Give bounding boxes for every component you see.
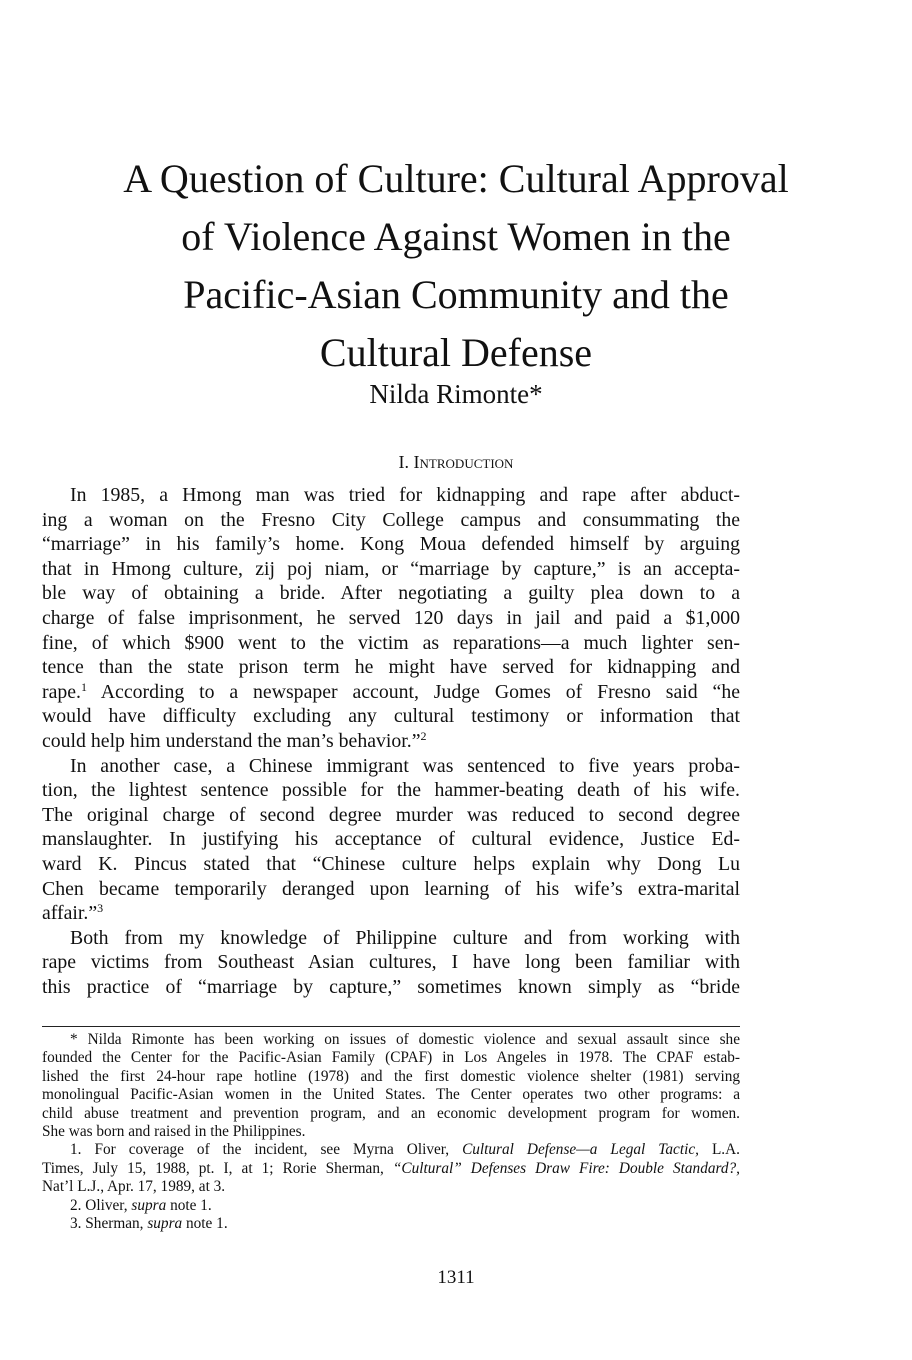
text-fragment: 2. Oliver, [70, 1196, 132, 1214]
text-line: would have difficulty excluding any cultural testimony or information that [42, 705, 740, 728]
section-number: I. [398, 452, 410, 472]
citation-signal: supra [131, 1196, 167, 1214]
text-line: The original charge of second degree murder was reduced to second degree [42, 803, 740, 826]
text-fragment: Times, July 15, 1988, pt. I, at 1; Rorie Sherman, [42, 1159, 393, 1177]
title-line: Cultural Defense [319, 330, 593, 375]
paragraph [42, 754, 740, 926]
text-line: ing a woman on the Fresno City College campus and consummating the [42, 508, 740, 531]
text-line: manslaughter. In justifying his acceptance of cultural evidence, Justice Ed- [42, 828, 740, 851]
footnote-3 [42, 1215, 740, 1233]
footnote-line [42, 1160, 740, 1178]
text-line: that in Hmong culture, zij poj niam, or “marriage by capture,” is an accepta- [42, 557, 740, 580]
section-heading [0, 449, 912, 475]
text-line: ble way of obtaining a bride. After negotiating a guilty plea down to a [42, 582, 740, 605]
text-fragment: 1. For coverage of the incident, see Myrna Oliver, [70, 1141, 463, 1159]
footnote-divider [42, 1026, 740, 1027]
title-line: of Violence Against Women in the [181, 214, 731, 259]
text-line [42, 729, 740, 754]
footnote-ref-1: 1 [80, 679, 87, 694]
footnote-line: monolingual Pacific-Asian women in the United States. The Center operates two other programs: a [42, 1086, 740, 1104]
citation-title: Cultural Defense—a Legal Tactic, [462, 1141, 699, 1159]
footnote-1 [42, 1141, 740, 1196]
text-line: In another case, a Chinese immigrant was sentenced to five years proba- [70, 754, 740, 777]
text-fragment: note 1. [182, 1215, 228, 1233]
footnote-line [42, 1141, 740, 1159]
footnote-line: She was born and raised in the Philippines. [42, 1123, 306, 1141]
text-line [42, 901, 740, 926]
text-line: tence than the state prison term he might have served for kidnapping and [42, 656, 740, 679]
footnote-line: * Nilda Rimonte has been working on issues of domestic violence and sexual assault since she [70, 1031, 740, 1048]
paragraph [42, 926, 740, 1000]
text-line: fine, of which $900 went to the victim as reparations—a much lighter sen- [42, 631, 740, 654]
text-line: tion, the lightest sentence possible for the hammer-beating death of his wife. [42, 779, 740, 802]
article-title [30, 150, 882, 382]
text-fragment: rape. [42, 680, 81, 703]
text-fragment: According to a newspaper account, Judge Gomes of Fresno said “he [86, 680, 740, 703]
text-line: charge of false imprisonment, he served 120 days in jail and paid a $1,000 [42, 606, 740, 629]
footnote-ref-2: 2 [420, 728, 427, 743]
footnote-line: child abuse treatment and prevention program, and an economic development program for women. [42, 1104, 740, 1122]
text-line: Both from my knowledge of Philippine culture and from working with [70, 926, 740, 949]
text-fragment: could help him understand the man’s behavior.” [42, 729, 421, 752]
paragraph [42, 483, 740, 754]
section-title: Introduction [413, 452, 514, 472]
text-line: “marriage” in his family’s home. Kong Moua defended himself by arguing [42, 533, 740, 556]
text-fragment: affair.” [42, 902, 98, 925]
footnote-star [42, 1031, 740, 1141]
text-line [42, 680, 740, 705]
text-line: Chen became temporarily deranged upon learning of his wife’s extra-marital [42, 877, 740, 900]
footnote-line: founded the Center for the Pacific-Asian Family (CPAF) in Los Angeles in 1978. The CPAF estab- [42, 1049, 740, 1067]
footnote-2 [42, 1197, 740, 1215]
footnote-line: lished the first 24-hour rape hotline (1978) and the first domestic violence shelter (1981) serving [42, 1067, 740, 1085]
title-line: Pacific-Asian Community and the [183, 272, 729, 317]
title-line: A Question of Culture: Cultural Approval [123, 156, 789, 201]
body-text [42, 483, 740, 999]
text-line: ward K. Pincus stated that “Chinese culture helps explain why Dong Lu [42, 852, 740, 875]
author-name: Nilda Rimonte* [369, 379, 543, 409]
text-fragment: L.A. [698, 1141, 740, 1159]
footnote-line [42, 1197, 740, 1215]
footnote-line: Nat’l L.J., Apr. 17, 1989, at 3. [42, 1178, 226, 1196]
text-fragment: note 1. [166, 1196, 212, 1214]
footnotes [42, 1031, 740, 1233]
citation-signal: supra [147, 1215, 183, 1233]
text-fragment: 3. Sherman, [70, 1215, 148, 1233]
footnote-line [42, 1215, 740, 1233]
text-line: rape victims from Southeast Asian cultures, I have long been familiar with [42, 951, 740, 974]
text-line: In 1985, a Hmong man was tried for kidnapping and rape after abduct- [70, 484, 740, 506]
footnote-ref-3: 3 [97, 901, 104, 916]
page-number: 1311 [437, 1267, 475, 1288]
citation-title: “Cultural” Defenses Draw Fire: Double Standard?, [392, 1159, 740, 1177]
text-line: this practice of “marriage by capture,” sometimes known simply as “bride [42, 975, 740, 998]
